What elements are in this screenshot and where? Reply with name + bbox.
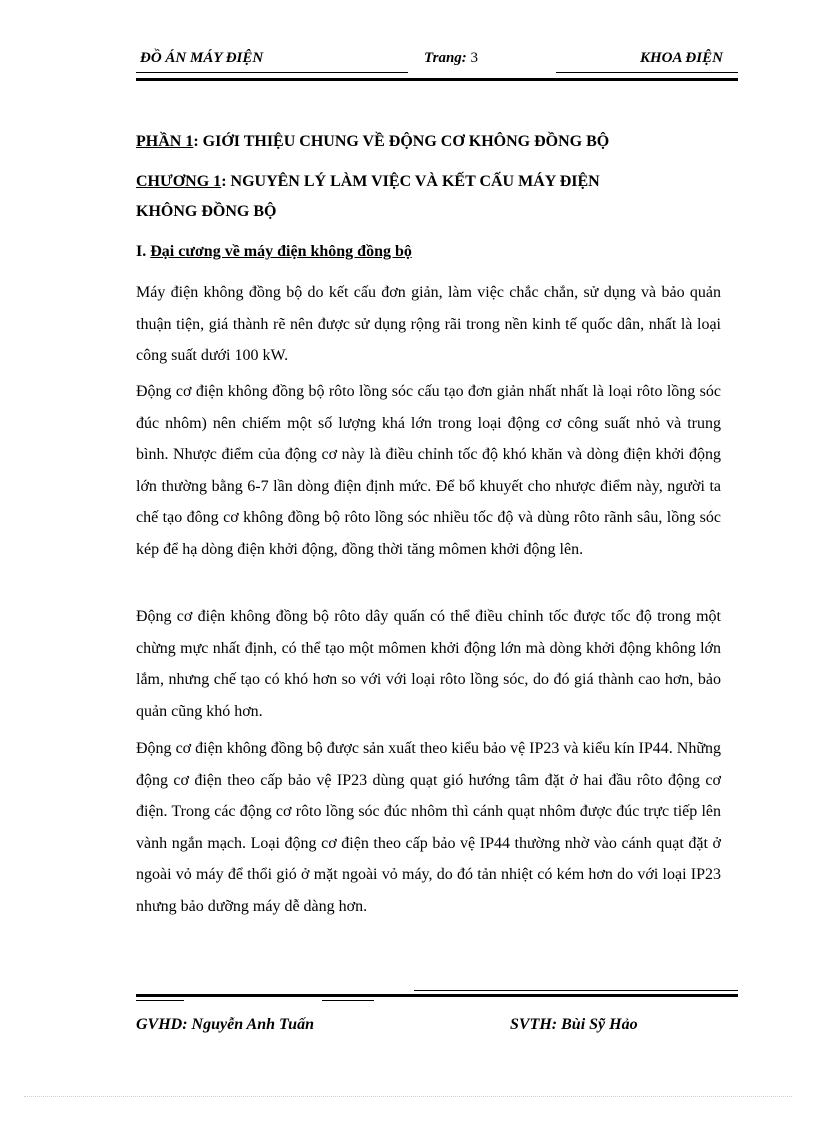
paragraph-4: Động cơ điện không đồng bộ được sản xuất theo kiểu bảo vệ IP23 và kiểu kín IP44. Những động cơ điện theo cấp bảo vệ IP23 dùng quạt gió hướng tâm đặt ở hai đầu rôto động cơ điện. Trong các động cơ rôto lồng sóc đúc nhôm thì cánh quạt nhôm được đúc trực tiếp lên vành ngắn mạch. Loại động cơ điện theo cấp bảo vệ IP44 thường nhờ vào cánh quạt đặt ở ngoài vỏ máy để thổi gió ở mặt ngoài vỏ máy, do đó tản nhiệt có kém hơn do với loại IP23 nhưng bảo dưỡng máy dễ dàng hơn.: [136, 740, 721, 915]
part-title: : GIỚI THIỆU CHUNG VỀ ĐỘNG CƠ KHÔNG ĐỒNG BỘ: [193, 133, 610, 150]
chapter-label: CHƯƠNG 1: [136, 173, 222, 190]
section-title: Đại cương về máy điện không đồng bộ: [150, 243, 412, 260]
part-label: PHẦN 1: [136, 133, 194, 150]
header-page-indicator: [424, 50, 478, 67]
page-bottom-dotted-line: [24, 1096, 792, 1097]
section-heading: [136, 243, 412, 261]
paragraph-1: Máy điện không đồng bộ do kết cấu đơn giản, làm việc chắc chắn, sử dụng và bảo quản thuận tiện, giá thành rẽ nên được sử dụng rộng rãi trong nền kinh tế quốc dân, nhất là loại công suất dưới 100 kW.: [136, 284, 721, 365]
section-number: I.: [136, 243, 147, 260]
chapter-title-line1: : NGUYÊN LÝ LÀM VIỆC VÀ KẾT CẤU MÁY ĐIỆN: [221, 173, 600, 190]
header-rule-thin-left: [136, 72, 408, 73]
part-heading: [136, 133, 609, 151]
footer-rule-thin-mid: [322, 1000, 374, 1001]
footer-rule-thin-right: [414, 990, 738, 991]
footer-supervisor: GVHD: Nguyễn Anh Tuấn: [136, 1016, 314, 1033]
footer-rule-thin-left: [136, 1000, 184, 1001]
header-rule-thin-right: [556, 72, 738, 73]
header-rule-thick: [136, 78, 738, 81]
header-page-number: 3: [470, 50, 479, 66]
paragraph-3: Động cơ điện không đồng bộ rôto dây quấn có thể điều chỉnh tốc được tốc độ trong một chừng mực nhất định, có thể tạo một mômen khởi động lớn mà dòng khởi động không lớn lắm, nhưng chế tạo có khó hơn so với với loại rôto lồng sóc, do đó giá thành cao hơn, bảo quản cũng khó hơn.: [136, 608, 721, 720]
header-faculty: KHOA ĐIỆN: [640, 50, 723, 66]
footer-student: SVTH: Bùi Sỹ Hảo: [510, 1016, 638, 1033]
paragraph-2: Động cơ điện không đồng bộ rôto lồng sóc cấu tạo đơn giản nhất nhất là loại rôto lồng sóc đúc nhôm) nên chiếm một số lượng khá lớn trong loại động cơ công suất nhỏ và trung bình. Nhược điểm của động cơ này là điều chỉnh tốc độ khó khăn và dòng điện khởi động lớn thường bằng 6-7 lần dòng điện định mức. Để bổ khuyết cho nhược điểm này, người ta chế tạo đông cơ không đồng bộ rôto lồng sóc nhiều tốc độ và dùng rôto rãnh sâu, lồng sóc kép để hạ dòng điện khởi động, đồng thời tăng mômen khởi động lên.: [136, 383, 721, 558]
chapter-heading: [136, 173, 600, 191]
header-page-label: Trang:: [424, 50, 467, 66]
chapter-heading-line2: KHÔNG ĐỒNG BỘ: [136, 203, 277, 220]
header-project-title: ĐỒ ÁN MÁY ĐIỆN: [140, 50, 264, 66]
footer-rule-thick: [136, 994, 738, 997]
